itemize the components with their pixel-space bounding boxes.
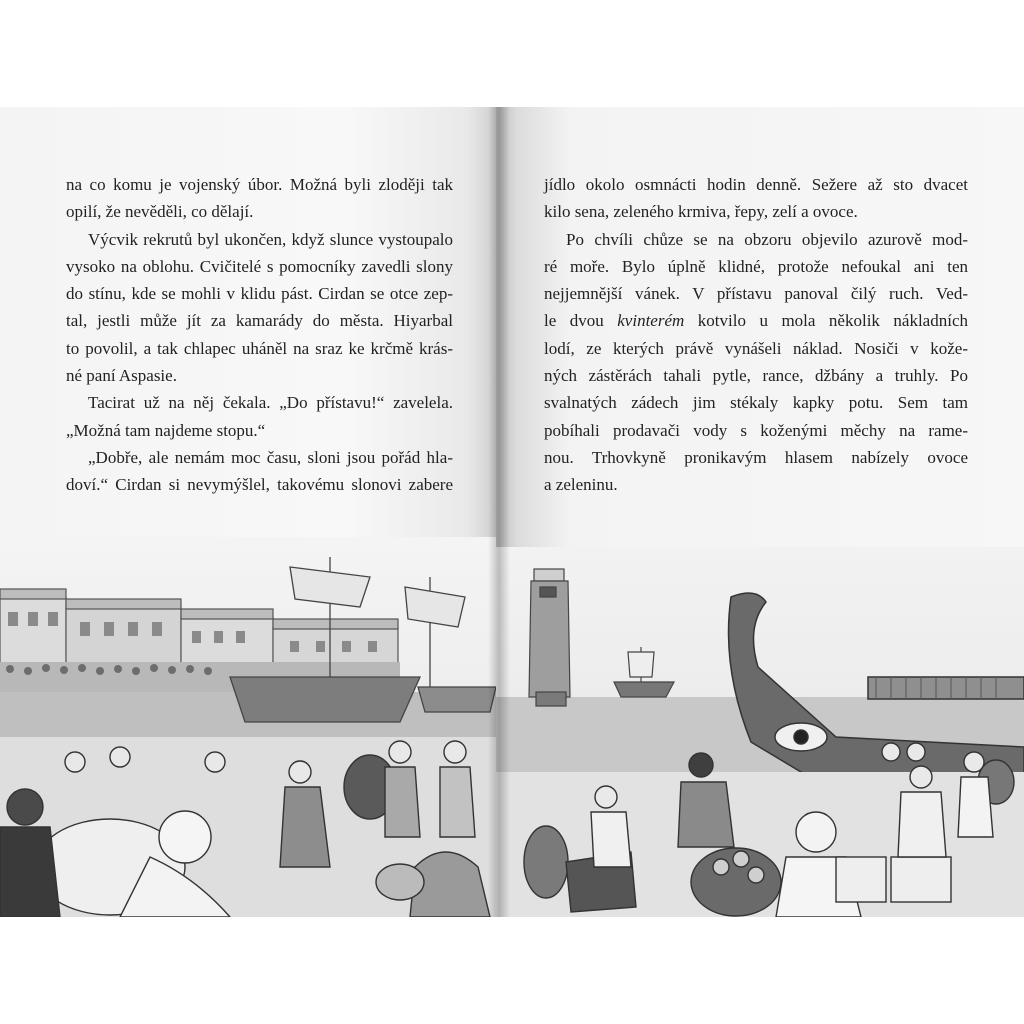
text-line: to povolil, a tak chlapec uháněl na sraz ke krčmě krás- xyxy=(66,338,453,358)
left-page-text xyxy=(66,171,453,499)
text-line: pobíhali prodavači vody s koženými měchy na rame- xyxy=(544,420,968,440)
text-line: a zeleninu. xyxy=(544,475,618,495)
text-line: doví.“ Cirdan si nevymýšlel, takovému slonovi zabere xyxy=(66,475,453,495)
text-line: né paní Aspasie. xyxy=(66,366,177,386)
left-page xyxy=(0,107,496,917)
text-line: lodí, ze kterých právě vynášeli náklad. Nosiči v kože- xyxy=(544,338,968,358)
text-span: kotvilo u mola několik nákladních xyxy=(697,311,968,331)
harbor-illustration-right xyxy=(496,547,1024,917)
text-line: nejjemnější vánek. V přístavu panoval čilý ruch. Ved- xyxy=(544,284,968,304)
lighthouse xyxy=(529,569,570,706)
text-line: „Dobře, ale nemám moc času, sloni jsou pořád hla- xyxy=(88,447,453,467)
right-page-text xyxy=(544,171,968,499)
text-line: ré moře. Bylo úplně klidné, protože nefoukal ani ten xyxy=(544,256,968,276)
text-line: svalnatých zádech jim stékaly kapky potu. Sem tam xyxy=(544,393,968,413)
italic-term: kvinterém xyxy=(617,311,685,331)
text-line: opilí, že nevěděli, co dělají. xyxy=(66,202,254,222)
text-line: na co komu je vojenský úbor. Možná byli zloději tak xyxy=(66,175,453,194)
text-line: nou. Trhovkyně pronikavým hlasem nabízely ovoce xyxy=(544,447,968,467)
text-line: kilo sena, zeleného krmiva, řepy, zelí a ovoce. xyxy=(544,202,858,222)
text-line: Výcvik rekrutů byl ukončen, když slunce vystoupalo xyxy=(88,229,453,249)
text-line: ných zástěrách tahali pytle, rance, džbány a truhly. Po xyxy=(544,366,968,386)
right-page xyxy=(496,107,1024,917)
text-line: „Možná tam najdeme stopu.“ xyxy=(66,420,266,440)
text-line: tal, jestli může jít za kamarády do města. Hiyarbal xyxy=(66,311,453,331)
text-line-mixed xyxy=(544,307,968,334)
text-line: vysoko na oblohu. Cvičitelé s pomocníky zavedli slony xyxy=(66,256,453,276)
text-line: do stínu, kde se mohli v klidu pást. Cirdan se otce zep- xyxy=(66,284,453,304)
text-line: Tacirat už na něj čekala. „Do přístavu!“ zavelela. xyxy=(88,393,453,413)
text-line: jídlo okolo osmnácti hodin denně. Sežere až sto dvacet xyxy=(544,175,968,194)
text-line: Po chvíli chůze se na obzoru objevilo azurově mod- xyxy=(566,229,968,249)
book-spread xyxy=(0,107,1024,917)
text-span: le dvou xyxy=(544,311,604,331)
page-gutter-shadow xyxy=(488,107,510,917)
harbor-illustration-left xyxy=(0,537,496,917)
